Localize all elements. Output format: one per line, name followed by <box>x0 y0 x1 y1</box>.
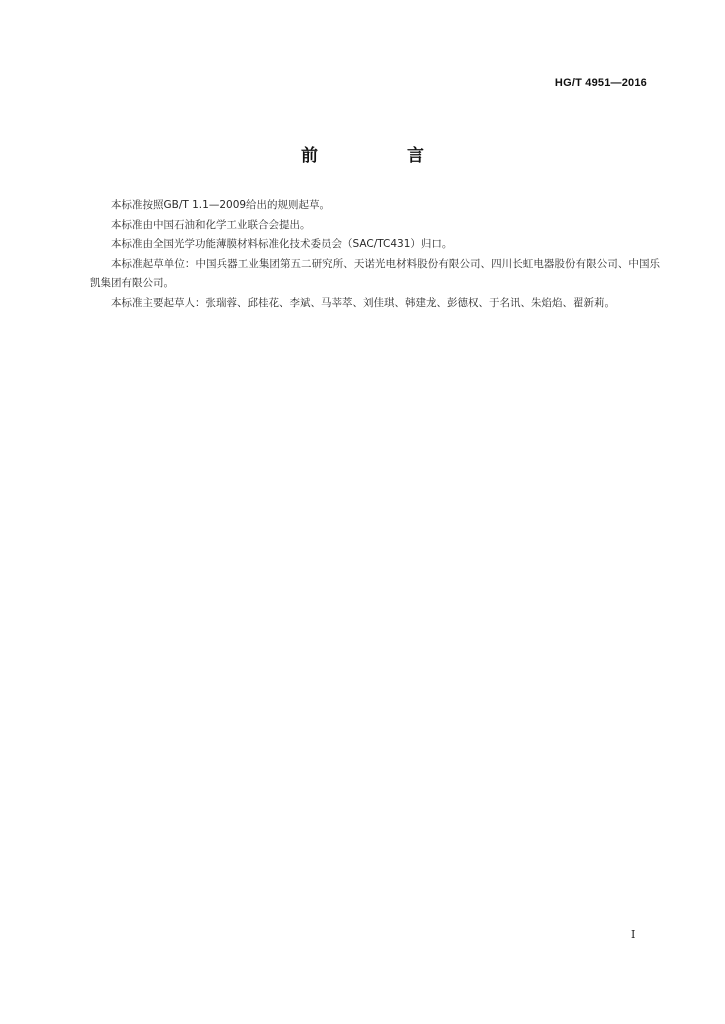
paragraph-drafters: 本标准主要起草人：张瑞蓉、邱桂花、李斌、马莘萃、刘佳琪、韩建龙、彭德权、于名讯、朱焰焰、翟新莉。 <box>111 296 615 309</box>
page-number: I <box>631 928 636 941</box>
standard-code: HG/T 4951—2016 <box>554 77 647 89</box>
page-title: 前 言 <box>301 146 460 166</box>
paragraph-proposer: 本标准由中国石油和化学工业联合会提出。 <box>111 218 311 231</box>
paragraph-drafting-units: 本标准起草单位：中国兵器工业集团第五二研究所、天诺光电材料股份有限公司、四川长虹电器股份有限公司、中国乐凯集团有限公司。 <box>90 257 660 289</box>
foreword-body <box>90 196 660 313</box>
paragraph-committee: 本标准由全国光学功能薄膜材料标准化技术委员会（SAC/TC431）归口。 <box>111 238 453 250</box>
paragraph-drafting-rules: 本标准按照GB/T 1.1—2009给出的规则起草。 <box>111 199 331 211</box>
